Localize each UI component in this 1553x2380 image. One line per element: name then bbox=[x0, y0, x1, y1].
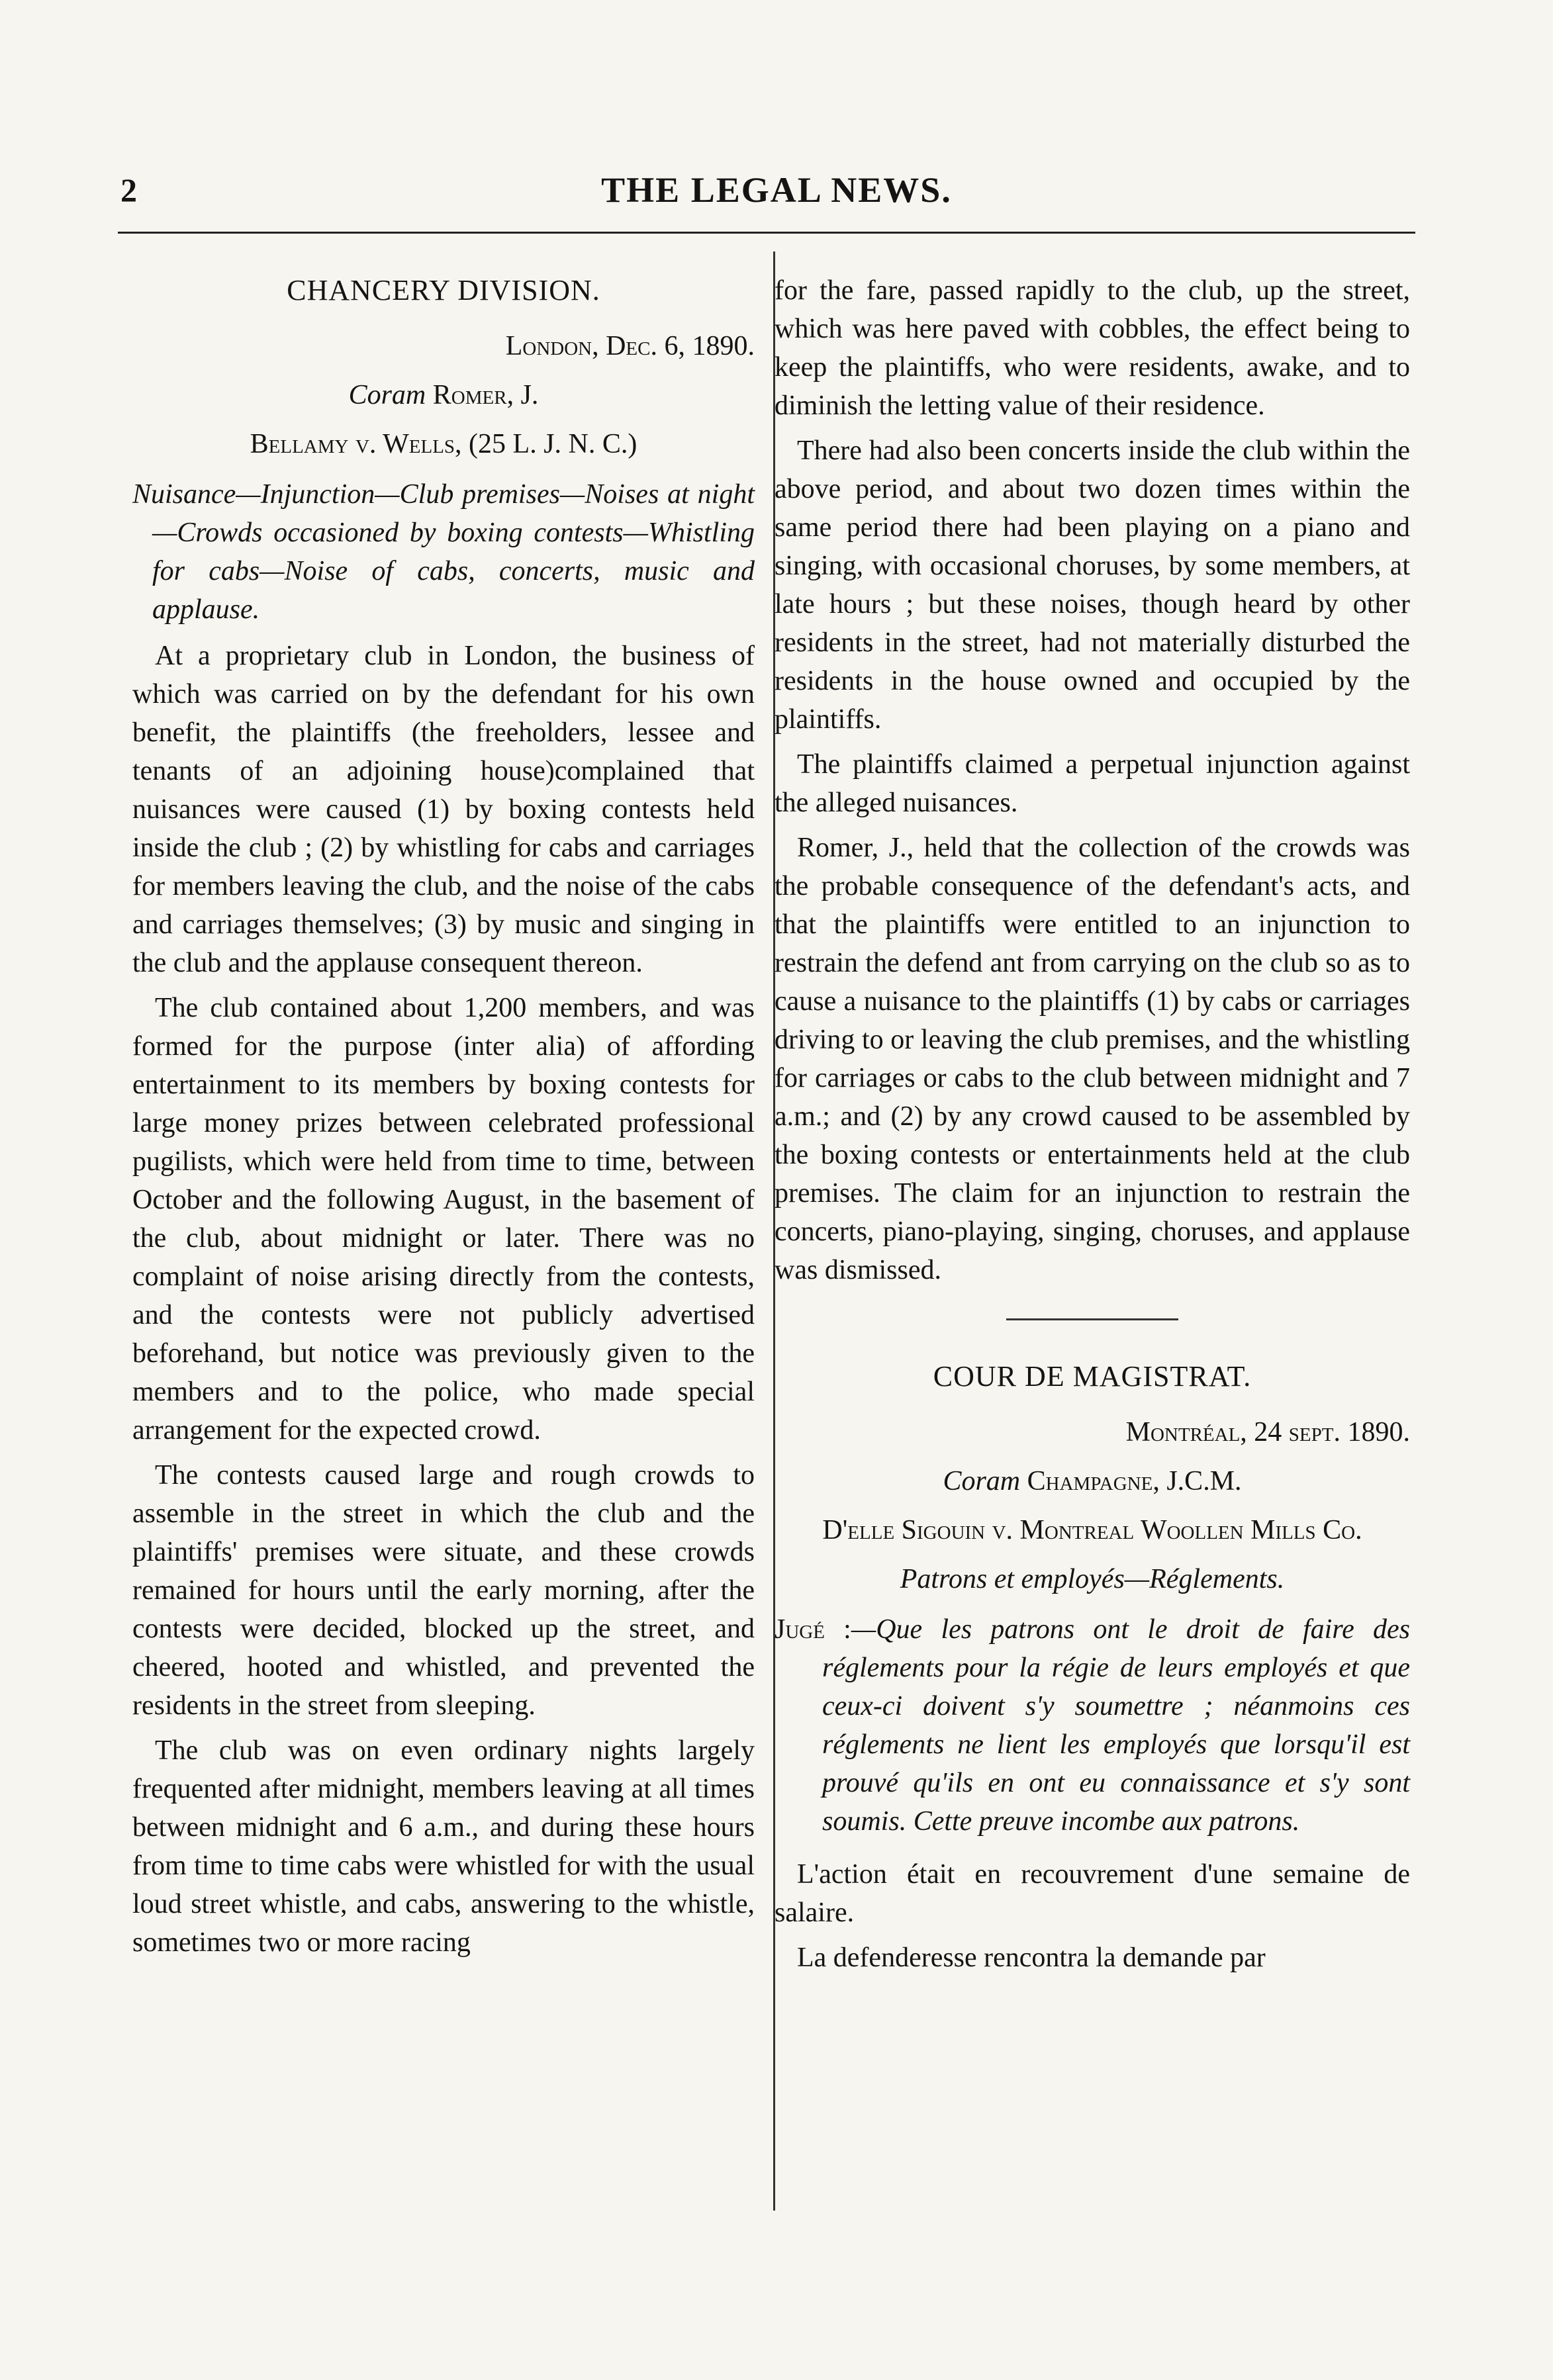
paragraph-continuation: for the fare, passed rapidly to the club, up the street, which was here paved with cobbles, the effect being to keep the plaintiffs, who were residents, awake, and to diminish the letting value of their residence. bbox=[775, 275, 1410, 421]
paragraph: The contests caused large and rough crowds to assemble in the street in which the club and the plaintiffs' premises were situate, and these crowds remained for hours until the early morning, after the contests were decided, blocked up the street, and cheered, hooted and whistled, and prevented the residents in the street from sleeping. bbox=[132, 1460, 755, 1721]
judge-name: Romer, J. bbox=[432, 380, 539, 410]
paragraph: The club contained about 1,200 members, and was formed for the purpose (inter alia) of affording entertainment to its members by boxing contests for large money prizes between celebrated professional pugilists, which were held from time to time, between October and the following August, in the basement of the club, about midnight or later. There was no complaint of noise arising directly from the contests, and the contests were not publicly advertised beforehand, but notice was previously given to the members and to the police, who made special arrangement for the expected crowd. bbox=[132, 993, 755, 1445]
coram-line bbox=[132, 376, 755, 414]
place-date: Montréal, 24 sept. 1890. bbox=[1125, 1417, 1410, 1447]
case-name: D'elle Sigouin v. Montreal Woollen Mills Co. bbox=[822, 1515, 1362, 1545]
headnote: Nuisance—Injunction—Club premises—Noises at night—Crowds occasioned by boxing contests—Whistling for cabs—Noise of cabs, concerts, music and applause. bbox=[132, 479, 755, 625]
page-number: 2 bbox=[120, 171, 137, 208]
section-title-cour: COUR DE MAGISTRAT. bbox=[933, 1360, 1252, 1393]
paragraph: Romer, J., held that the collection of the crowds was the probable consequence of the defendant's acts, and that the plaintiffs were entitled to an injunction to restrain the defend ant from carrying on the club so as to cause a nuisance to the plaintiffs (1) by cabs or carriages driving to or leaving the club premises, and the whistling for carriages or cabs to the club between midnight and 7 a.m.; and (2) by any crowd caused to be assembled by the boxing contests or entertainments held at the club premises. The claim for an injunction to restrain the concerts, piano-playing, singing, choruses, and applause was dismissed. bbox=[775, 833, 1410, 1285]
juge-text: —Que les patrons ont le droit de faire des réglements pour la régie de leurs employés et que ceux-ci doivent s'y soumettre ; néanmoins ces réglements ne lient les employés que lorsqu'il est prouvé qu'ils en ont eu connaissance et s'y sont soumis. Cette preuve incombe aux patrons. bbox=[822, 1614, 1410, 1837]
paragraph: There had also been concerts inside the club within the above period, and about two dozen times within the same period there had been playing on a piano and singing, with occasional choruses, by some members, at late hours ; but these noises, though heard by other residents in the street, had not materially disturbed the residents in the house owned and occupied by the plaintiffs. bbox=[775, 435, 1410, 735]
paragraph: La defenderesse rencontra la demande par bbox=[797, 1943, 1266, 1973]
left-column bbox=[132, 271, 755, 1968]
paragraph: The plaintiffs claimed a perpetual injunction against the alleged nuisances. bbox=[775, 749, 1410, 818]
judge-name: Champagne, J.C.M. bbox=[1027, 1466, 1242, 1496]
coram-label: Coram bbox=[348, 380, 426, 410]
juge-label: Jugé : bbox=[775, 1614, 851, 1645]
case-name: Bellamy v. Wells, (25 L. J. N. C.) bbox=[250, 429, 637, 459]
headnote: Patrons et employés—Réglements. bbox=[900, 1564, 1285, 1594]
right-column bbox=[775, 271, 1410, 1984]
paragraph: L'action était en recouvrement d'une semaine de salaire. bbox=[775, 1859, 1410, 1928]
header-rule bbox=[118, 232, 1415, 234]
place-date: London, Dec. 6, 1890. bbox=[505, 331, 755, 361]
paragraph: At a proprietary club in London, the business of which was carried on by the defendant for his own benefit, the plaintiffs (the freeholders, lessee and tenants of an adjoining house)complained that nuisances were caused (1) by boxing contests held inside the club ; (2) by whistling for cabs and carriages for members leaving the club, and the noise of the cabs and carriages themselves; (3) by music and singing in the club and the applause consequent thereon. bbox=[132, 641, 755, 978]
coram-label: Coram bbox=[943, 1466, 1021, 1496]
running-head: THE LEGAL NEWS. bbox=[601, 170, 952, 210]
section-divider bbox=[1006, 1318, 1178, 1320]
section-title-chancery: CHANCERY DIVISION. bbox=[287, 274, 600, 306]
juge-holding bbox=[775, 1610, 1410, 1841]
coram-line bbox=[775, 1462, 1410, 1500]
paragraph: The club was on even ordinary nights largely frequented after midnight, members leaving at all times between midnight and 6 a.m., and during these hours from time to time cabs were whistled for with the usual loud street whistle, and cabs, answering to the whistle, sometimes two or more racing bbox=[132, 1735, 755, 1958]
